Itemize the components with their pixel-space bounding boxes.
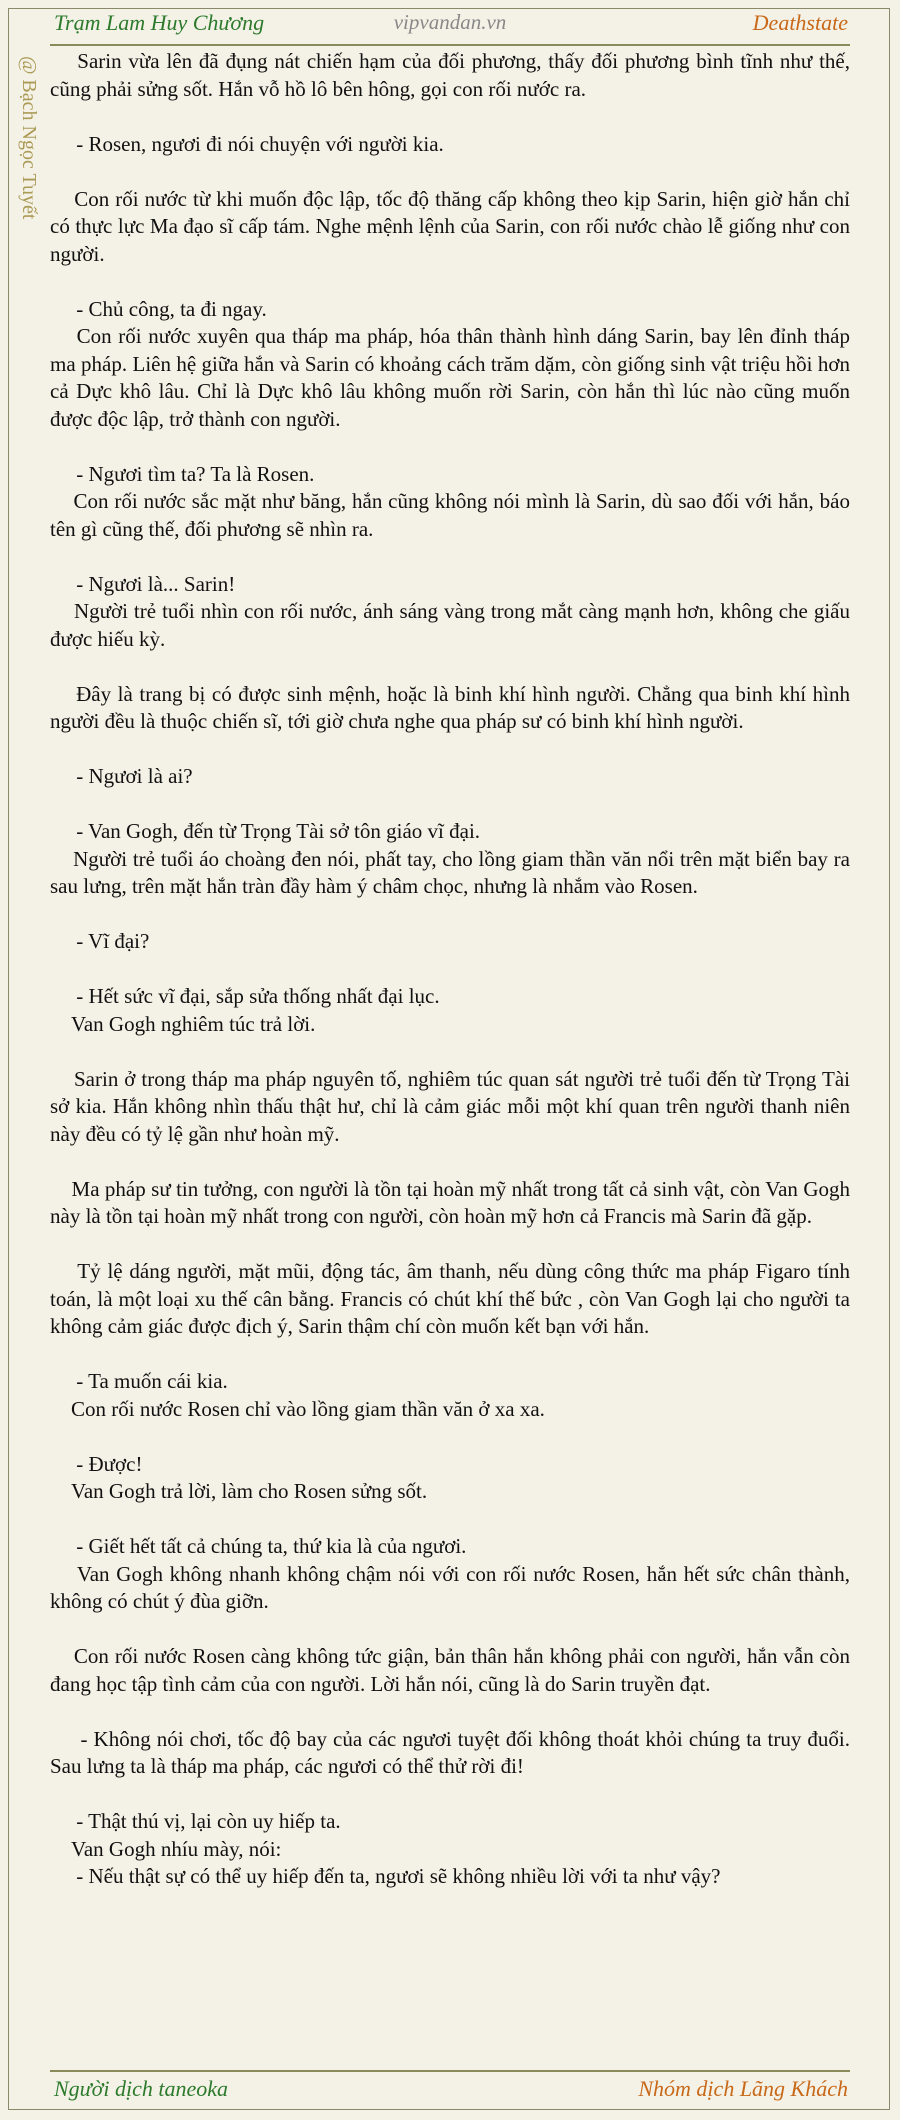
blank-line bbox=[50, 1506, 850, 1534]
blank-line bbox=[50, 791, 850, 819]
blank-line bbox=[50, 1616, 850, 1644]
paragraph: - Ngươi là... Sarin! bbox=[50, 571, 236, 596]
paragraph: Tỷ lệ dáng người, mặt mũi, động tác, âm thanh, nếu dùng công thức ma pháp Figaro tính toán, là một loại xu thế cân bằng. Francis có chút khí thế bức , còn Van Gogh lại cho người ta không cảm giác được địch ý, Sarin thậm chí còn muốn kết bạn với hắn. bbox=[50, 1259, 850, 1338]
paragraph: - Được! bbox=[50, 1451, 143, 1476]
blank-line bbox=[50, 1341, 850, 1369]
blank-line bbox=[50, 1781, 850, 1809]
blank-line bbox=[50, 158, 850, 186]
paragraph: - Chủ công, ta đi ngay. bbox=[50, 296, 267, 321]
paragraph: Con rối nước Rosen càng không tức giận, bản thân hắn không phải con người, hắn vẫn còn đang học tập tình cảm của con người. Lời hắn nói, cũng là do Sarin truyền đạt. bbox=[50, 1644, 850, 1696]
paragraph: Van Gogh nghiêm túc trả lời. bbox=[50, 1011, 316, 1036]
paragraph: - Không nói chơi, tốc độ bay của các ngươi tuyệt đối không thoát khỏi chúng ta truy đuổi. Sau lưng ta là tháp ma pháp, các ngươi có thể thử rời đi! bbox=[50, 1726, 850, 1778]
chapter-title: Deathstate bbox=[752, 10, 848, 35]
group-credit: Nhóm dịch Lãng Khách bbox=[638, 2076, 848, 2101]
book-title: Trạm Lam Huy Chương bbox=[54, 10, 265, 35]
blank-line bbox=[50, 543, 850, 571]
blank-line bbox=[50, 1038, 850, 1066]
paragraph: - Hết sức vĩ đại, sắp sửa thống nhất đại lục. bbox=[50, 984, 440, 1008]
blank-line bbox=[50, 956, 850, 984]
blank-line bbox=[50, 1231, 850, 1259]
paragraph: Con rối nước xuyên qua tháp ma pháp, hóa thân thành hình dáng Sarin, bay lên đỉnh tháp ma pháp. Liên hệ giữa hắn và Sarin có khoảng cách trăm dặm, còn giống sinh vật triệu hồi hơn cả Dực khô lâu. Chỉ là Dực khô lâu không muốn rời Sarin, còn hắn thì lúc nào cũng muốn được độc lập, trở thành con người. bbox=[50, 324, 850, 431]
paragraph: Sarin vừa lên đã đụng nát chiến hạm của đối phương, thấy đối phương bình tĩnh như thế, cũng phải sửng sốt. Hắn vỗ hồ lô bên hông, gọi con rối nước ra. bbox=[50, 49, 850, 101]
site-name: vipvandan.vn bbox=[393, 10, 507, 34]
paragraph: Ma pháp sư tin tưởng, con người là tồn tại hoàn mỹ nhất trong tất cả sinh vật, còn Van Gogh này là tồn tại hoàn mỹ nhất trong con người, còn hoàn mỹ hơn cả Francis mà Sarin đã gặp. bbox=[50, 1176, 850, 1228]
paragraph: Đây là trang bị có được sinh mệnh, hoặc là binh khí hình người. Chẳng qua binh khí hình người đều là thuộc chiến sĩ, tới giờ chưa nghe qua pháp sư có binh khí hình người. bbox=[50, 681, 850, 733]
paragraph: - Ngươi tìm ta? Ta là Rosen. bbox=[50, 461, 315, 486]
paragraph: Con rối nước sắc mặt như băng, hắn cũng không nói mình là Sarin, dù sao đối với hắn, báo tên gì cũng thế, đối phương sẽ nhìn ra. bbox=[50, 489, 850, 541]
paragraph: Con rối nước Rosen chỉ vào lồng giam thần văn ở xa xa. bbox=[50, 1396, 545, 1421]
blank-line bbox=[50, 653, 850, 681]
paragraph: Van Gogh không nhanh không chậm nói với con rối nước Rosen, hắn hết sức chân thành, không có chút ý đùa giỡn. bbox=[50, 1561, 850, 1613]
blank-line bbox=[50, 268, 850, 296]
blank-line bbox=[50, 103, 850, 131]
header-divider bbox=[50, 44, 850, 46]
paragraph: - Van Gogh, đến từ Trọng Tài sở tôn giáo vĩ đại. bbox=[50, 819, 481, 843]
blank-line bbox=[50, 433, 850, 461]
paragraph: - Ngươi là ai? bbox=[50, 764, 193, 788]
blank-line bbox=[50, 736, 850, 764]
blank-line bbox=[50, 901, 850, 929]
footer-divider bbox=[50, 2070, 850, 2072]
paragraph: Van Gogh trả lời, làm cho Rosen sửng sốt. bbox=[50, 1479, 428, 1503]
blank-line bbox=[50, 1148, 850, 1176]
paragraph: - Ta muốn cái kia. bbox=[50, 1369, 228, 1393]
paragraph: - Thật thú vị, lại còn uy hiếp ta. bbox=[50, 1809, 341, 1833]
page-footer bbox=[50, 2076, 850, 2108]
blank-line bbox=[50, 1698, 850, 1726]
paragraph: - Nếu thật sự có thể uy hiếp đến ta, ngươi sẽ không nhiều lời với ta như vậy? bbox=[50, 1864, 721, 1888]
paragraph: Người trẻ tuổi áo choàng đen nói, phất tay, cho lồng giam thần văn nổi trên mặt biển bay ra sau lưng, trên mặt hắn tràn đầy hàm ý châm chọc, nhưng là nhắm vào Rosen. bbox=[50, 846, 850, 898]
paragraph: Van Gogh nhíu mày, nói: bbox=[50, 1836, 282, 1861]
paragraph: Người trẻ tuổi nhìn con rối nước, ánh sáng vàng trong mắt càng mạnh hơn, không che giấu được hiếu kỳ. bbox=[50, 599, 850, 651]
paragraph: Sarin ở trong tháp ma pháp nguyên tố, nghiêm túc quan sát người trẻ tuổi đến từ Trọng Tài sở kia. Hắn không nhìn thấu thật hư, chỉ là cảm giác mỗi một khí quan trên người thanh niên này đều có tỷ lệ gần như hoàn mỹ. bbox=[50, 1066, 850, 1146]
page-content bbox=[50, 48, 850, 2058]
blank-line bbox=[50, 1423, 850, 1451]
side-credit: @ Bạch Ngọc Tuyết bbox=[18, 56, 40, 220]
paragraph: - Rosen, ngươi đi nói chuyện với người kia. bbox=[50, 131, 444, 156]
paragraph: - Vĩ đại? bbox=[50, 929, 150, 953]
page-header bbox=[50, 10, 850, 46]
translator-credit: Người dịch taneoka bbox=[54, 2076, 229, 2101]
paragraph: - Giết hết tất cả chúng ta, thứ kia là của ngươi. bbox=[50, 1534, 467, 1558]
paragraph: Con rối nước từ khi muốn độc lập, tốc độ thăng cấp không theo kịp Sarin, hiện giờ hắn chỉ có thực lực Ma đạo sĩ cấp tám. Nghe mệnh lệnh của Sarin, con rối nước chào lễ giống như con người. bbox=[50, 186, 850, 266]
